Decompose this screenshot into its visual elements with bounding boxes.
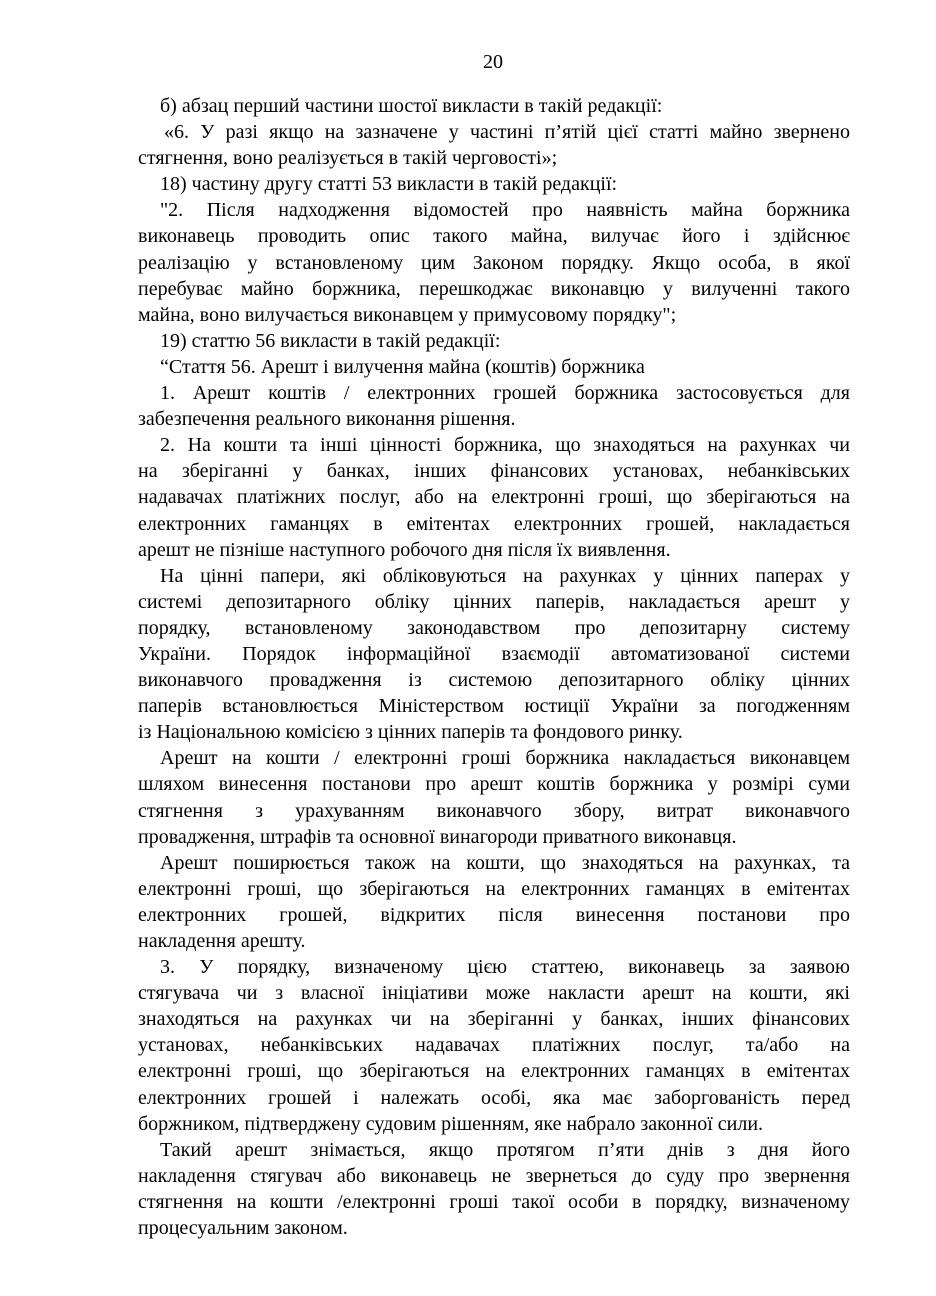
text-line: стягнення, воно реалізується в такій черговості»; <box>138 147 558 170</box>
text-line: забезпечення реального виконання рішення. <box>138 408 516 431</box>
text-line: На цінні папери, які обліковуються на рахунках у цінних паперах у <box>160 564 850 587</box>
text-line: електронні гроші, що зберігаються на електронних гаманцях в емітентах <box>138 877 850 900</box>
text-line: накладення стягувач або виконавець не звернеться до суду про звернення <box>138 1164 850 1187</box>
text-line: Такий арешт знімається, якщо протягом п’яти днів з дня його <box>160 1138 850 1161</box>
text-line: “Стаття 56. Арешт і вилучення майна (коштів) боржника <box>160 355 645 378</box>
text-line: виконавець проводить опис такого майна, вилучає його і здійснює <box>138 225 850 248</box>
text-line: майна, воно вилучається виконавцем у примусовому порядку"; <box>138 303 677 326</box>
text-line: із Національною комісією з цінних паперів та фондового ринку. <box>138 721 683 744</box>
paragraph <box>138 119 850 171</box>
paragraph <box>138 432 850 562</box>
page-number: 20 <box>483 51 503 73</box>
text-line: надавачах платіжних послуг, або на електронні гроші, що зберігаються на <box>138 486 850 509</box>
text-line: 1. Арешт коштів / електронних грошей боржника застосовується для <box>160 382 850 405</box>
paragraph <box>138 171 850 197</box>
text-line: процесуальним законом. <box>138 1217 348 1240</box>
paragraph <box>138 197 850 327</box>
text-line: на зберіганні у банках, інших фінансових установах, небанківських <box>138 460 850 483</box>
text-line: Арешт поширюється також на кошти, що знаходяться на рахунках, та <box>160 851 850 874</box>
text-line: 2. На кошти та інші цінності боржника, що знаходяться на рахунках чи <box>160 434 850 457</box>
text-line: порядку, встановленому законодавством про депозитарну систему <box>138 616 850 639</box>
text-line: знаходяться на рахунках чи на зберіганні у банках, інших фінансових <box>138 1008 850 1031</box>
text-line: електронні гроші, що зберігаються на електронних гаманцях в емітентах <box>138 1060 850 1083</box>
paragraph <box>138 745 850 849</box>
text-line: арешт не пізніше наступного робочого дня після їх виявлення. <box>138 538 671 561</box>
paragraph <box>138 563 850 746</box>
text-line: електронних грошей і належать особі, яка має заборгованість перед <box>138 1086 850 1109</box>
paragraph <box>138 380 850 432</box>
text-line: стягувача чи з власної ініціативи може накласти арешт на кошти, які <box>138 982 850 1005</box>
document-body <box>138 93 850 1241</box>
text-line: установах, небанківських надавачах платіжних послуг, та/або на <box>138 1034 850 1057</box>
text-line: Арешт на кошти / електронні гроші боржника накладається виконавцем <box>160 747 850 770</box>
paragraph <box>138 954 850 1137</box>
text-line: системі депозитарного обліку цінних паперів, накладається арешт у <box>138 590 850 613</box>
text-line: "2. Після надходження відомостей про наявність майна боржника <box>160 199 850 222</box>
text-line: паперів встановлюється Міністерством юстиції України за погодженням <box>138 695 850 718</box>
text-line: електронних гаманцях в емітентах електронних грошей, накладається <box>138 512 850 535</box>
text-line: б) абзац перший частини шостої викласти в такій редакції: <box>160 95 663 117</box>
text-line: 3. У порядку, визначеному цією статтею, виконавець за заявою <box>160 956 850 979</box>
text-line: накладення арешту. <box>138 930 306 952</box>
text-line: перебуває майно боржника, перешкоджає виконавцю у вилученні такого <box>138 277 850 300</box>
text-line: стягнення з урахуванням виконавчого збору, витрат виконавчого <box>138 799 850 822</box>
text-line: провадження, штрафів та основної винагороди приватного виконавця. <box>138 825 737 848</box>
text-line: боржником, підтверджену судовим рішенням, яке набрало законної сили. <box>138 1112 764 1135</box>
text-line: електронних грошей, відкритих після винесення постанови про <box>138 903 850 926</box>
paragraph <box>138 850 850 954</box>
text-line: стягнення на кошти /електронні гроші такої особи в порядку, визначеному <box>138 1190 850 1213</box>
text-line: 18) частину другу статті 53 викласти в такій редакції: <box>160 173 618 196</box>
paragraph <box>138 1137 850 1241</box>
text-line: 19) статтю 56 викласти в такій редакції: <box>160 329 501 352</box>
text-line: виконавчого провадження із системою депозитарного обліку цінних <box>138 669 850 692</box>
text-line: України. Порядок інформаційної взаємодії автоматизованої системи <box>138 642 850 665</box>
text-line: шляхом винесення постанови про арешт коштів боржника у розмірі суми <box>138 773 850 796</box>
paragraph <box>138 93 850 119</box>
paragraph <box>138 328 850 354</box>
text-line: реалізацію у встановленому цим Законом порядку. Якщо особа, в якої <box>138 251 850 274</box>
paragraph <box>138 354 850 380</box>
text-line: «6. У разі якщо на зазначене у частині п’ятій цієї статті майно звернено <box>164 121 850 144</box>
